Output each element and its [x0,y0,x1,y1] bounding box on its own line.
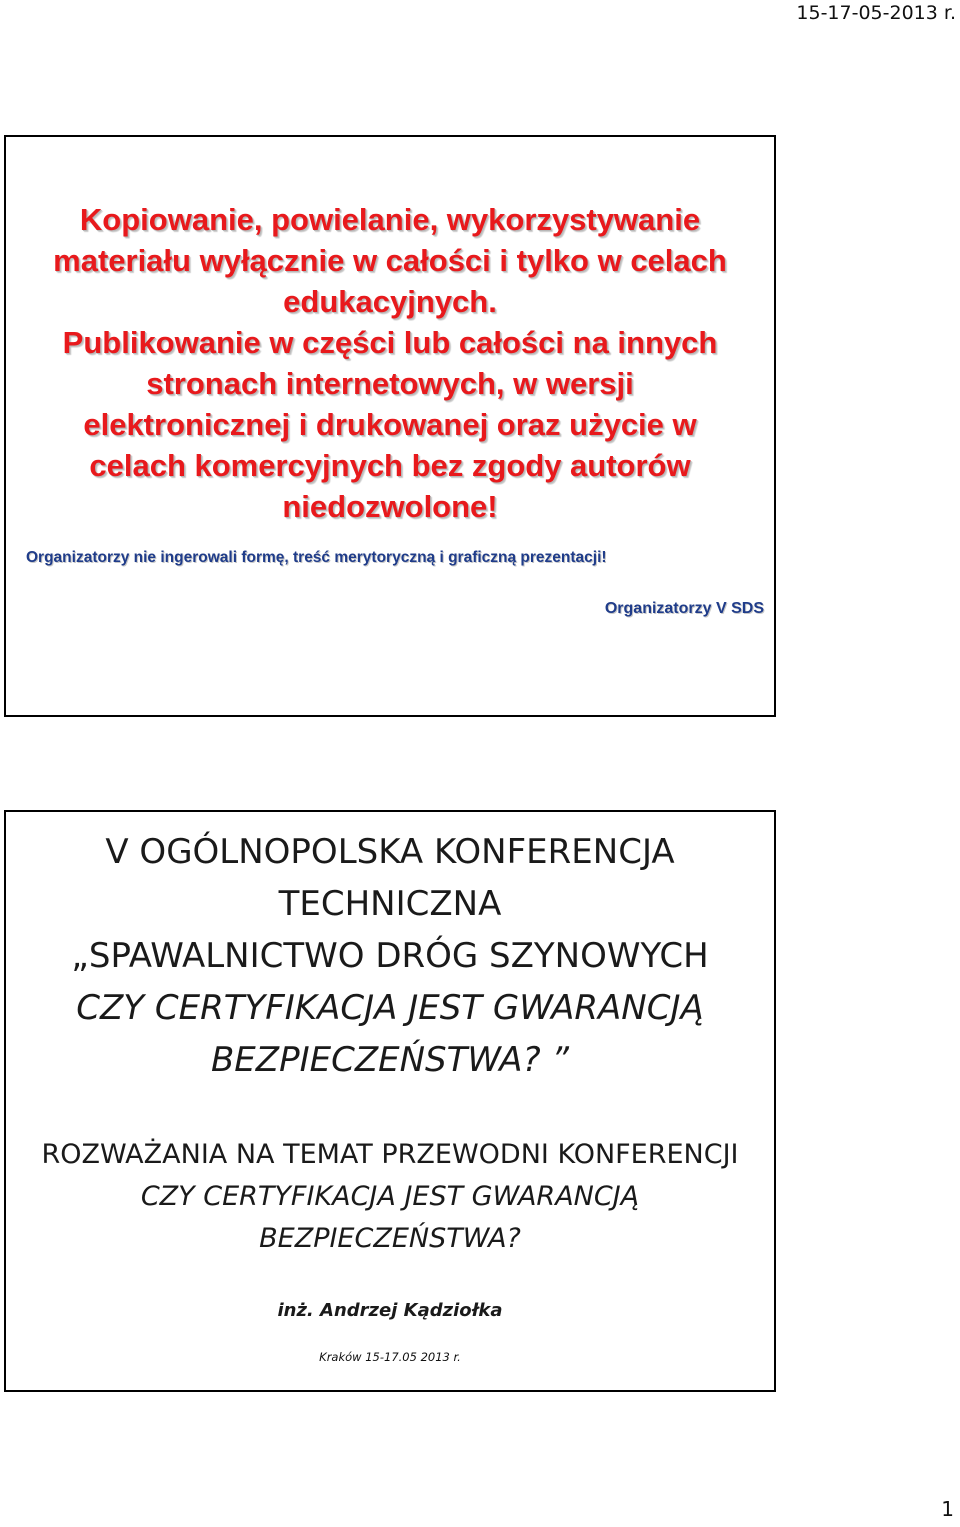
author-name [6,1300,774,1321]
header-date: 15-17-05-2013 r. [796,2,956,24]
presentation-subtitle [6,1134,774,1260]
conference-title [6,826,774,1086]
subtitle-line: CZY CERTYFIKACJA JEST GWARANCJĄ [140,1181,640,1212]
author-text: inż. Andrzej Kądziołka [277,1300,503,1321]
title-slide [4,810,776,1392]
title-line: TECHNICZNA [278,884,502,924]
warning-line: materiału wyłącznie w całości i tylko w celach [53,243,727,278]
warning-line: celach komercyjnych bez zgody autorów [89,448,691,483]
organizers-note: Organizatorzy nie ingerowali formę, treść merytoryczną i graficzną prezentacji! [26,549,607,566]
warning-line: Kopiowanie, powielanie, wykorzystywanie [79,202,701,237]
place-and-date: Kraków 15-17.05 2013 r. [319,1350,461,1364]
subtitle-line: ROZWAŻANIA NA TEMAT PRZEWODNI KONFERENCJI [41,1139,739,1170]
page-number: 1 [941,1497,954,1521]
title-line: CZY CERTYFIKACJA JEST GWARANCJĄ [76,988,704,1028]
organizers-signature: Organizatorzy V SDS [604,600,764,617]
warning-line: elektronicznej i drukowanej oraz użycie w [83,407,697,442]
title-line: BEZPIECZEŃSTWA? ” [210,1040,570,1080]
title-line: V OGÓLNOPOLSKA KONFERENCJA [105,832,675,872]
subtitle-line: BEZPIECZEŃSTWA? [259,1223,521,1254]
copyright-warning [6,199,774,527]
title-line: „SPAWALNICTWO DRÓG SZYNOWYCH [71,936,709,976]
warning-line: Publikowanie w części lub całości na innych [62,325,718,360]
warning-line: stronach internetowych, w wersji [146,366,634,401]
warning-line: niedozwolone! [282,489,498,524]
warning-line: edukacyjnych. [283,284,497,319]
copyright-slide [4,135,776,717]
